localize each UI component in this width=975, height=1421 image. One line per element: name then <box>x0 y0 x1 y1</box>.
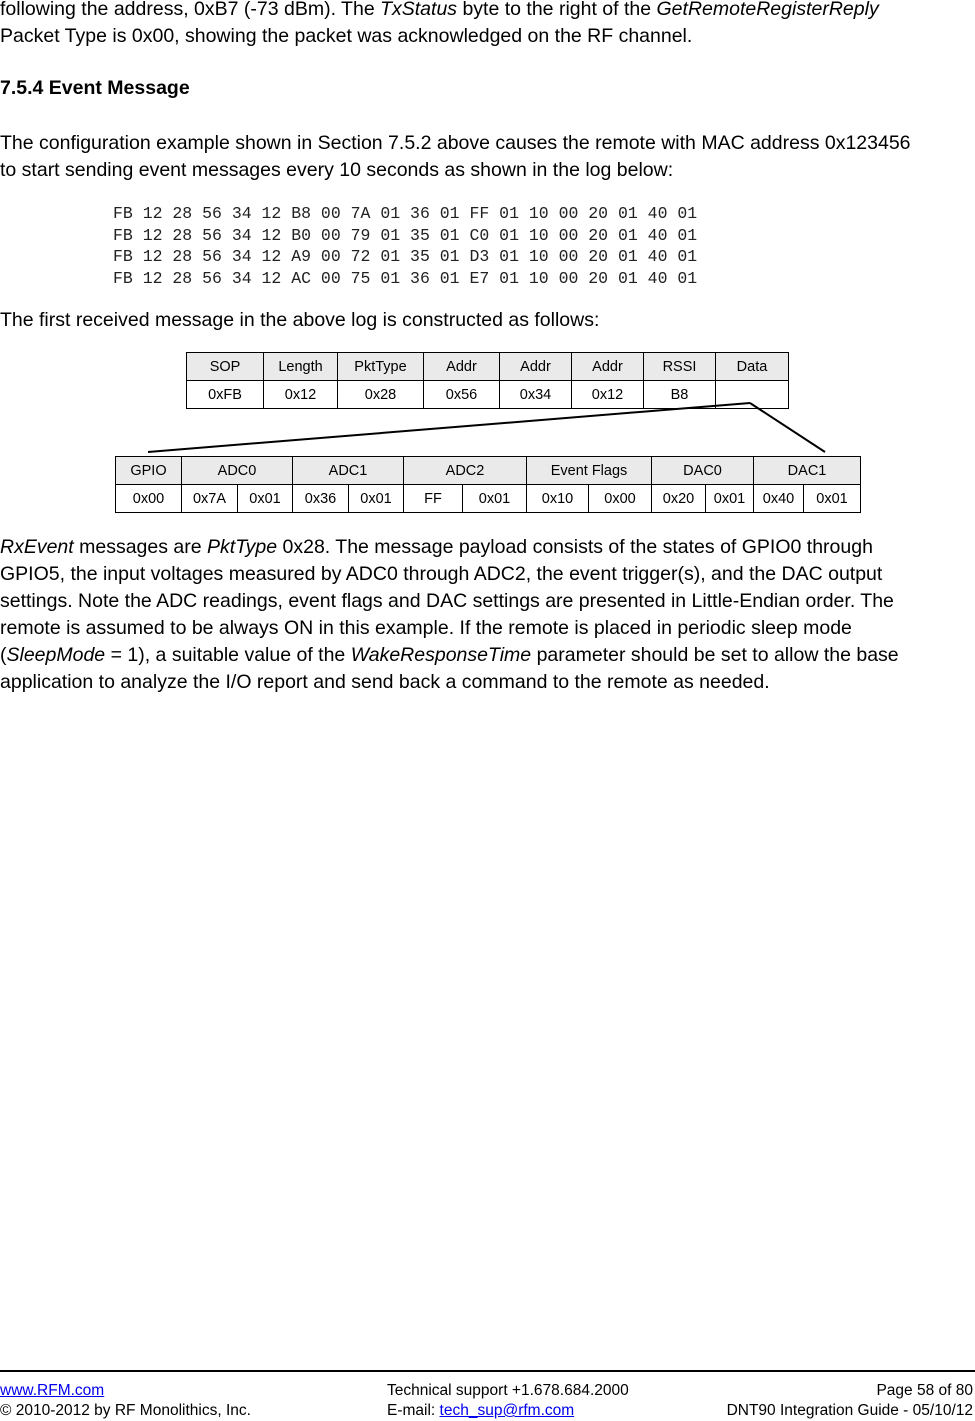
intro-line-2: Packet Type is 0x00, showing the packet was acknowledged on the RF channel. <box>0 25 693 47</box>
log-line: FB 12 28 56 34 12 A9 00 72 01 35 01 D3 01 10 00 20 01 40 01 <box>113 247 698 266</box>
cell: 0xFB <box>187 381 264 409</box>
col-gpio: GPIO <box>116 457 182 485</box>
footer-doc: DNT90 Integration Guide - 05/10/12 <box>726 1402 973 1419</box>
para3-line-2: GPIO5, the input voltages measured by ADC0 through ADC2, the event trigger(s), and the DAC output <box>0 563 883 585</box>
email-label: E-mail: <box>387 1402 440 1419</box>
footer-copyright: © 2010-2012 by RF Monolithics, Inc. <box>0 1402 251 1419</box>
cell: 0x10 <box>527 485 589 513</box>
website-link[interactable]: www.RFM.com <box>0 1382 105 1399</box>
para3-line-4: remote is assumed to be always ON in this example. If the remote is placed in periodic sleep mode <box>0 617 852 639</box>
cell: 0x00 <box>589 485 652 513</box>
para3-line-3: settings. Note the ADC readings, event flags and DAC settings are presented in Little-Endian order. The <box>0 590 894 612</box>
col-rssi: RSSI <box>644 353 716 381</box>
col-addr: Addr <box>572 353 644 381</box>
cell: 0x40 <box>754 485 804 513</box>
cell: 0x01 <box>804 485 861 513</box>
para3-text: parameter should be set to allow the base <box>531 644 899 666</box>
para3-text: messages are <box>73 536 208 558</box>
expansion-line-right <box>750 403 825 452</box>
cell: 0x01 <box>706 485 754 513</box>
para3-line-1 <box>0 534 873 561</box>
intro-text: following the address, 0xB7 (-73 dBm). The <box>0 0 381 20</box>
footer-rule <box>0 1370 975 1372</box>
cell: 0x12 <box>264 381 338 409</box>
rxevent-term: RxEvent <box>0 536 74 558</box>
col-addr: Addr <box>500 353 572 381</box>
col-dac0: DAC0 <box>652 457 754 485</box>
col-length: Length <box>264 353 338 381</box>
para3-text: 0x28. The message payload consists of the states of GPIO0 through <box>277 536 873 558</box>
para3-text: = 1), a suitable value of the <box>105 644 351 666</box>
para1-line-1: The configuration example shown in Section 7.5.2 above causes the remote with MAC address 0x123456 <box>0 132 911 154</box>
col-dac1: DAC1 <box>754 457 861 485</box>
col-data: Data <box>716 353 789 381</box>
cell: 0x7A <box>182 485 238 513</box>
cell: 0x00 <box>116 485 182 513</box>
section-heading: 7.5.4 Event Message <box>0 77 190 99</box>
getremoteregisterreply-term: GetRemoteRegisterReply <box>656 0 879 20</box>
footer-email <box>387 1400 574 1421</box>
expansion-line-left <box>148 403 750 452</box>
para3-line-5 <box>0 642 899 669</box>
table-header-row <box>116 457 861 485</box>
table-row <box>116 485 861 513</box>
footer-page: Page 58 of 80 <box>876 1382 973 1399</box>
cell: FF <box>404 485 463 513</box>
wakeresponsetime-term: WakeResponseTime <box>350 644 532 666</box>
col-pkttype: PktType <box>338 353 424 381</box>
col-adc1: ADC1 <box>293 457 404 485</box>
cell: 0x01 <box>238 485 293 513</box>
col-adc2: ADC2 <box>404 457 527 485</box>
para3-line-6: application to analyze the I/O report and send back a command to the remote as needed. <box>0 671 770 693</box>
col-adc0: ADC0 <box>182 457 293 485</box>
cell: 0x28 <box>338 381 424 409</box>
txstatus-term: TxStatus <box>380 0 458 20</box>
para2: The first received message in the above log is constructed as follows: <box>0 309 600 331</box>
cell: B8 <box>644 381 716 409</box>
intro-text: byte to the right of the <box>457 0 657 20</box>
col-addr: Addr <box>424 353 500 381</box>
log-line: FB 12 28 56 34 12 B0 00 79 01 35 01 C0 01 10 00 20 01 40 01 <box>113 225 698 245</box>
col-event-flags: Event Flags <box>527 457 652 485</box>
pkttype-term: PktType <box>207 536 278 558</box>
cell: 0x36 <box>293 485 349 513</box>
para1-line-2: to start sending event messages every 10 seconds as shown in the log below: <box>0 159 674 181</box>
cell: 0x12 <box>572 381 644 409</box>
email-link[interactable]: tech_sup@rfm.com <box>439 1402 575 1419</box>
log-line: FB 12 28 56 34 12 AC 00 75 01 36 01 E7 01 10 00 20 01 40 01 <box>113 268 698 288</box>
cell: 0x01 <box>463 485 527 513</box>
para3-text: ( <box>0 644 7 666</box>
log-line: FB 12 28 56 34 12 B8 00 7A 01 36 01 FF 01 10 00 20 01 40 01 <box>113 204 698 223</box>
footer-support: Technical support +1.678.684.2000 <box>387 1382 629 1399</box>
cell: 0x34 <box>500 381 572 409</box>
footer-website[interactable] <box>0 1380 104 1401</box>
payload-table <box>115 456 861 513</box>
col-sop: SOP <box>187 353 264 381</box>
sleepmode-term: SleepMode <box>6 644 106 666</box>
cell: 0x56 <box>424 381 500 409</box>
cell: 0x01 <box>349 485 404 513</box>
cell: 0x20 <box>652 485 706 513</box>
